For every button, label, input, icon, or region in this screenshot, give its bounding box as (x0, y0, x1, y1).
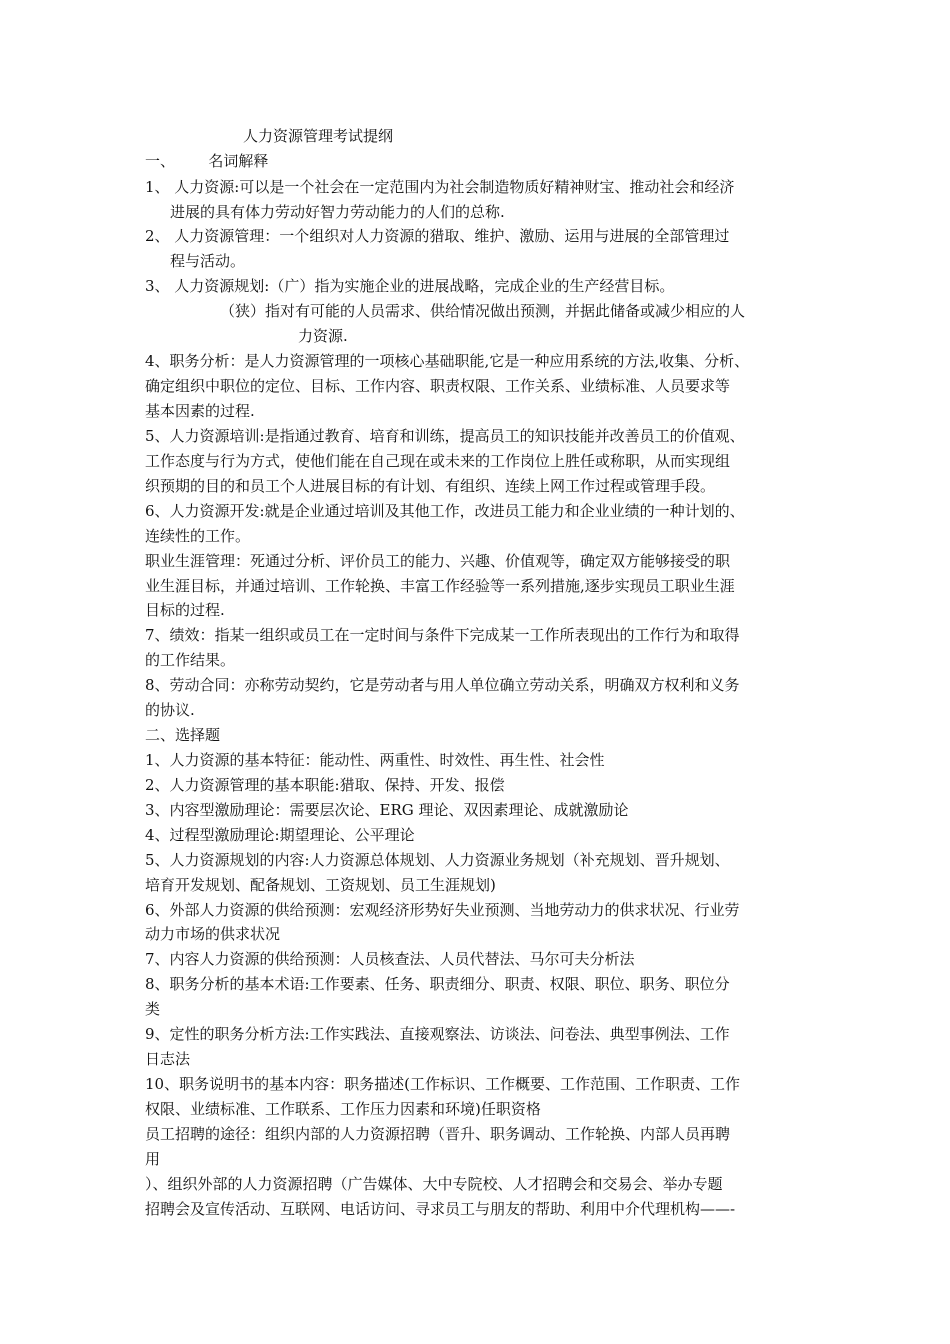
list-item: 1、人力资源的基本特征：能动性、两重性、时效性、再生性、社会性 (145, 751, 605, 769)
list-item: 培育开发规划、配备规划、工资规划、员工生涯规划) (145, 876, 496, 894)
list-item: 招聘会及宣传活动、互联网、电话访问、寻求员工与朋友的帮助、利用中介代理机构——- (145, 1200, 736, 1218)
list-item: 员工招聘的途径：组织内部的人力资源招聘（晋升、职务调动、工作轮换、内部人员再聘 (145, 1125, 731, 1143)
list-item: 2、人力资源管理的基本职能:猎取、保持、开发、报偿 (145, 776, 505, 794)
paragraph-line: 程与活动。 (170, 252, 246, 270)
list-item: 4、过程型激励理论:期望理论、公平理论 (145, 826, 415, 844)
paragraph-line: 的工作结果。 (145, 651, 236, 669)
paragraph-line: 2、 人力资源管理：一个组织对人力资源的猎取、维护、激励、运用与进展的全部管理过 (145, 227, 730, 245)
paragraph-line: 7、绩效：指某一组织或员工在一定时间与条件下完成某一工作所表现出的工作行为和取得 (145, 626, 740, 644)
paragraph-line: （狭）指对有可能的人员需求、供给情况做出预测，并据此储备或减少相应的人 (220, 302, 746, 320)
list-item: 3、内容型激励理论：需要层次论、ERG 理论、双因素理论、成就激励论 (145, 801, 629, 819)
paragraph-line: 业生涯目标，并通过培训、工作轮换、丰富工作经验等一系列措施,逐步实现员工职业生涯 (145, 577, 735, 595)
paragraph-line: 目标的过程. (145, 601, 225, 619)
list-item: 10、职务说明书的基本内容：职务描述(工作标识、工作概要、工作范围、工作职责、工作 (145, 1075, 740, 1093)
paragraph-line: 确定组织中职位的定位、目标、工作内容、职责权限、工作关系、业绩标准、人员要求等 (145, 377, 731, 395)
paragraph-line: 5、人力资源培训:是指通过教育、培育和训练，提高员工的知识技能并改善员工的价值观、 (145, 427, 745, 445)
list-item: 9、定性的职务分析方法:工作实践法、直接观察法、访谈法、问卷法、典型事例法、工作 (145, 1025, 730, 1043)
list-item: 权限、业绩标准、工作联系、工作压力因素和环境)任职资格 (145, 1100, 541, 1118)
list-item: 动力市场的供求状况 (145, 925, 281, 943)
paragraph-line: 1、 人力资源:可以是一个社会在一定范围内为社会制造物质好精神财宝、推动社会和经济 (145, 178, 735, 196)
paragraph-line: 的协议. (145, 701, 195, 719)
list-item: ）、组织外部的人力资源招聘（广告媒体、大中专院校、人才招聘会和交易会、举办专题 (145, 1175, 723, 1193)
paragraph-line: 基本因素的过程. (145, 402, 255, 420)
paragraph-line: 力资源. (298, 327, 348, 345)
paragraph-line: 连续性的工作。 (145, 527, 251, 545)
paragraph-line: 4、职务分析：是人力资源管理的一项核心基础职能,它是一种应用系统的方法,收集、分析、 (145, 352, 750, 370)
paragraph-line: 6、人力资源开发:就是企业通过培训及其他工作，改进员工能力和企业业绩的一种计划的、 (145, 502, 745, 520)
paragraph-line: 工作态度与行为方式，使他们能在自己现在或未来的工作岗位上胜任或称职，从而实现组 (145, 452, 731, 470)
list-item: 用 (145, 1150, 161, 1168)
section-heading: 一、 名词解释 (145, 152, 269, 170)
list-item: 8、职务分析的基本术语:工作要素、任务、职责细分、职责、权限、职位、职务、职位分 (145, 975, 730, 993)
list-item: 类 (145, 1000, 161, 1018)
paragraph-line: 进展的具有体力劳动好智力劳动能力的人们的总称. (170, 203, 505, 221)
document-title: 人力资源管理考试提纲 (243, 127, 394, 145)
section-heading: 二、选择题 (145, 726, 221, 744)
paragraph-line: 3、 人力资源规划:（广）指为实施企业的进展战略，完成企业的生产经营目标。 (145, 277, 675, 295)
list-item: 6、外部人力资源的供给预测：宏观经济形势好失业预测、当地劳动力的供求状况、行业劳 (145, 901, 740, 919)
list-item: 7、内容人力资源的供给预测：人员核查法、人员代替法、马尔可夫分析法 (145, 950, 635, 968)
paragraph-line: 织预期的目的和员工个人进展目标的有计划、有组织、连续上网工作过程或管理手段。 (145, 477, 716, 495)
list-item: 日志法 (145, 1050, 191, 1068)
paragraph-line: 8、劳动合同：亦称劳动契约，它是劳动者与用人单位确立劳动关系，明确双方权利和义务 (145, 676, 740, 694)
paragraph-line: 职业生涯管理：死通过分析、评价员工的能力、兴趣、价值观等，确定双方能够接受的职 (145, 552, 731, 570)
list-item: 5、人力资源规划的内容:人力资源总体规划、人力资源业务规划（补充规划、晋升规划、 (145, 851, 730, 869)
